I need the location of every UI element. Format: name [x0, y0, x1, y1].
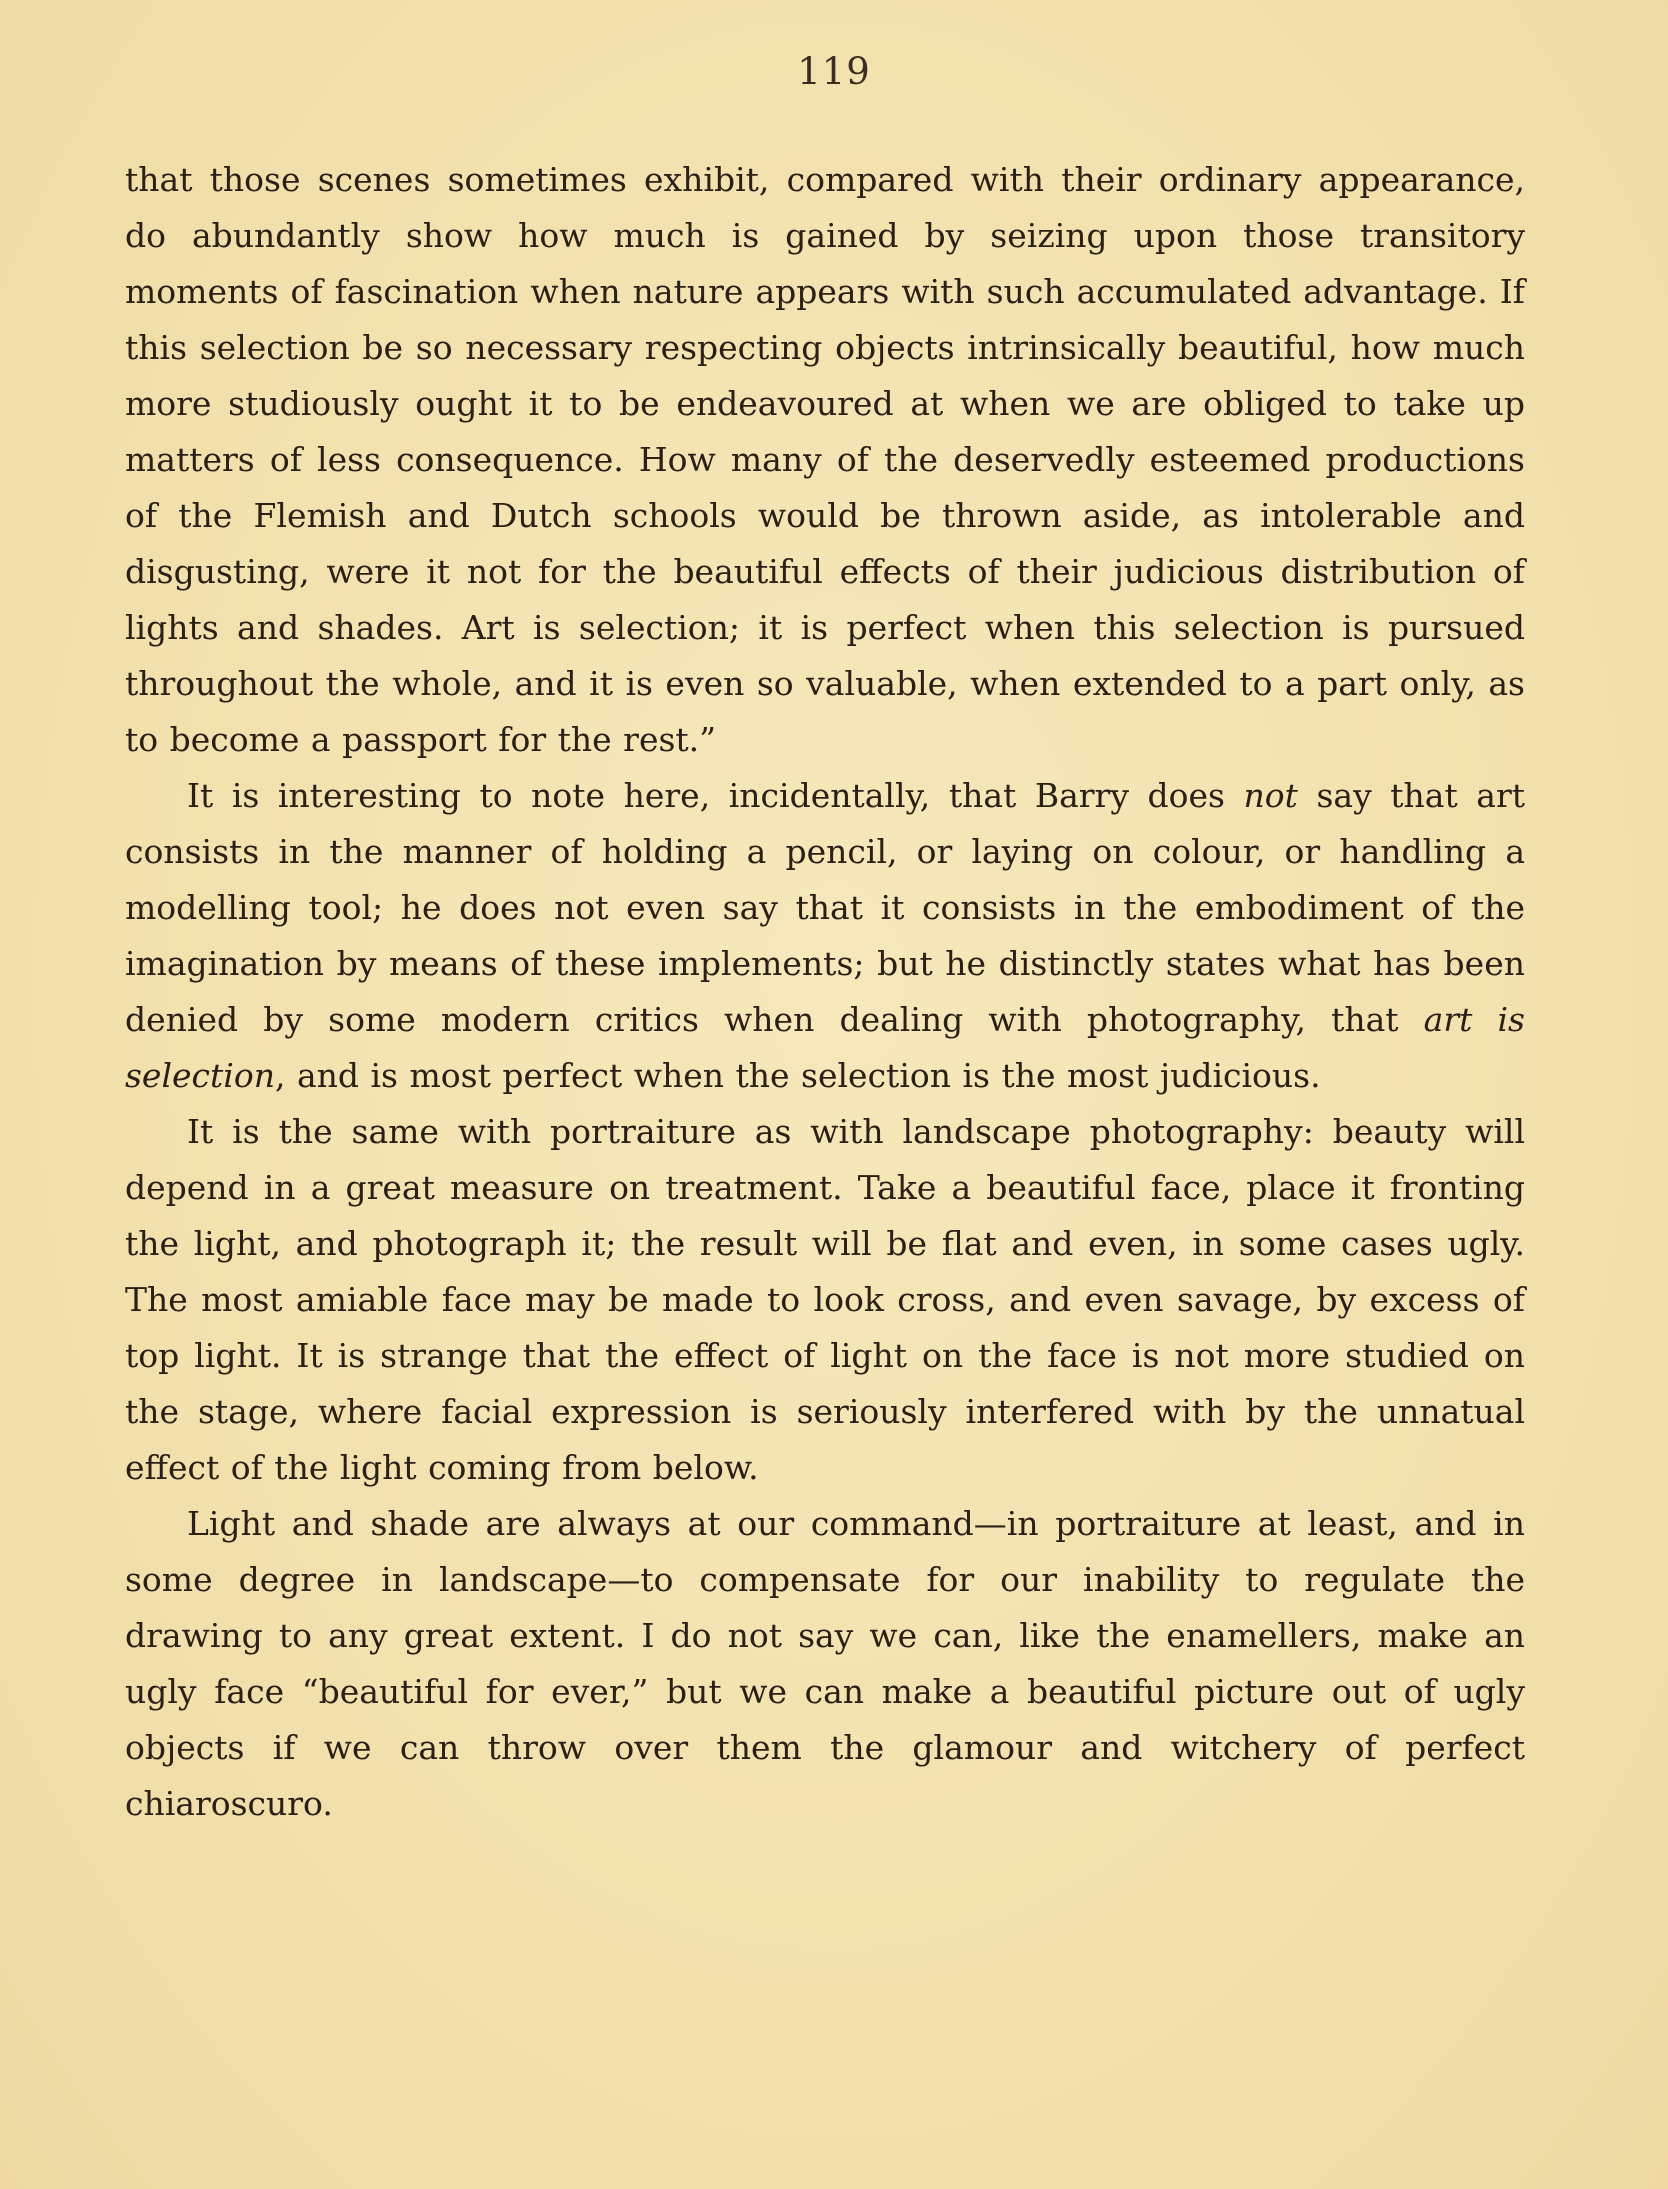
text-run: It is interesting to note here, incidentally, that Barry does: [187, 776, 1244, 815]
text-run: that those scenes sometimes exhibit, compared with their ordinary appearance, do abundantly show how much is gained by seizing upon those transitory moments of fascination when nature appears with such accumulated advantage. If this selection be so necessary respecting objects intrinsically beautiful, how much more studiously ought it to be endeavoured at when we are obliged to take up matters of less consequence. How many of the deservedly esteemed productions of the Flemish and Dutch schools would be thrown aside, as intolerable and disgusting, were it not for the beautiful effects of their judicious distribution of lights and shades. Art is selection; it is perfect when this selection is pursued throughout the whole, and it is even so valuable, when extended to a part only, as to become a passport for the rest.”: [125, 160, 1525, 759]
text-run: , and is most perfect when the selection is the most judicious.: [274, 1056, 1321, 1095]
paragraph: [125, 768, 1525, 1104]
paragraph: [125, 1496, 1525, 1832]
paragraph: [125, 1104, 1525, 1496]
italic-text-run: not: [1243, 776, 1298, 815]
text-run: Light and shade are always at our command—in portraiture at least, and in some degree in landscape—to compensate for our inability to regulate the drawing to any great extent. I do not say we can, like the enamellers, make an ugly face “beautiful for ever,” but we can make a beautiful picture out of ugly objects if we can throw over them the glamour and witchery of perfect chiaroscuro.: [125, 1504, 1525, 1823]
italic-text-run: art is selection: [125, 1000, 1525, 1095]
text-run: It is the same with portraiture as with landscape photography: beauty will depend in a great measure on treatment. Take a beautiful face, place it fronting the light, and photograph it; the result will be flat and even, in some cases ugly. The most amiable face may be made to look cross, and even savage, by excess of top light. It is strange that the effect of light on the face is not more studied on the stage, where facial expression is seriously interfered with by the unnatual effect of the light coming from below.: [125, 1112, 1525, 1487]
text-run: say that art consists in the manner of holding a pencil, or laying on colour, or handling a modelling tool; he does not even say that it consists in the embodiment of the imagination by means of these implements; but he distinctly states what has been denied by some modern critics when dealing with photography, that: [125, 776, 1525, 1039]
paragraph: [125, 152, 1525, 768]
body-text: [125, 152, 1525, 1832]
page-number: 119: [797, 50, 871, 93]
